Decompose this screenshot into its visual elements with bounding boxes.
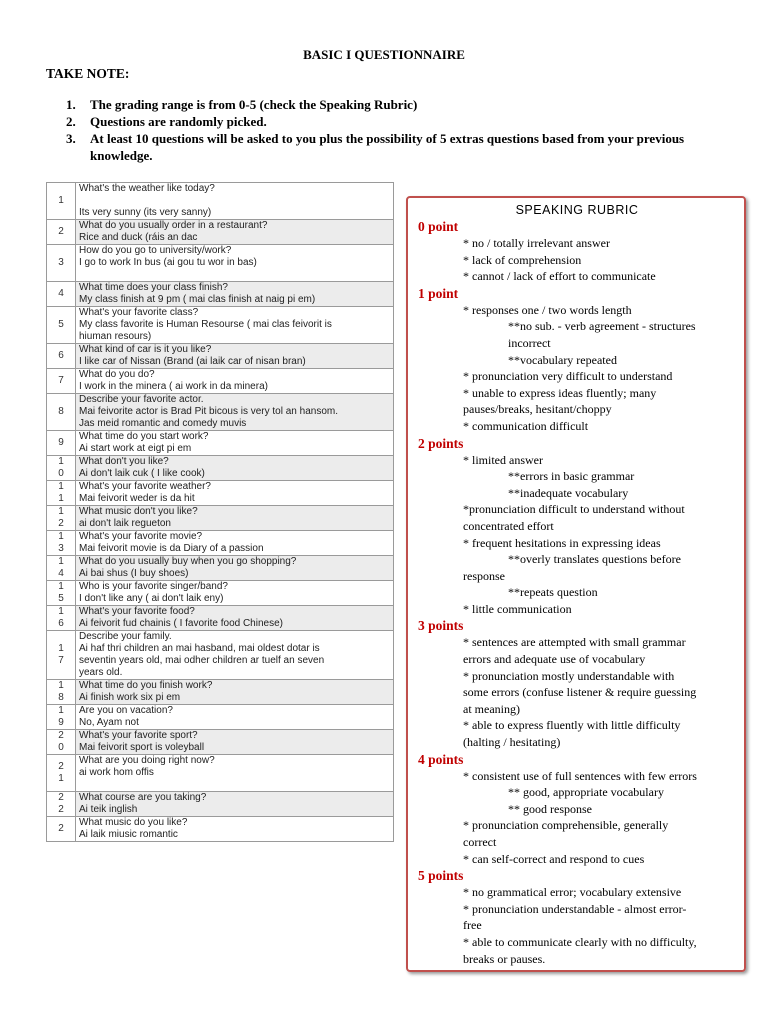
answer-text: Ai laik miusic romantic (79, 829, 178, 840)
question-number (47, 307, 76, 344)
question-number (47, 792, 76, 817)
rubric-criterion: * communication difficult (463, 418, 589, 433)
question-cell (76, 531, 394, 556)
question-cell (76, 245, 394, 282)
rubric-criterion: concentrated effort (463, 518, 554, 533)
question-number-part: 1 (58, 481, 64, 492)
rubric-criterion: * pronunciation comprehensible, generally (463, 818, 669, 833)
question-text: What's your favorite food? (79, 606, 195, 617)
question-number-part: 1 (58, 506, 64, 517)
rubric-criterion: **overly translates questions before (508, 552, 681, 567)
question-number-part: 2 (58, 518, 64, 529)
answer-text: Mai feivorit weder is da hit (79, 493, 195, 504)
table-row (47, 245, 394, 282)
answer-text: years old. (79, 667, 123, 678)
rubric-title: SPEAKING RUBRIC (515, 203, 639, 217)
note-number: 3. (66, 131, 76, 146)
rubric-criterion: * limited answer (463, 452, 543, 467)
answer-text: My class finish at 9 pm ( mai clas finish at naig pi em) (79, 294, 316, 305)
rubric-criterion: * pronunciation understandable - almost error- (463, 901, 687, 916)
answer-text: Ai finish work six pi em (79, 692, 181, 703)
question-number-part: 9 (58, 437, 64, 448)
question-cell (76, 705, 394, 730)
question-number (47, 394, 76, 431)
question-text: Are you on vacation? (79, 705, 173, 716)
answer-text: Mai feivorit movie is da Diary of a passion (79, 543, 264, 554)
question-number (47, 369, 76, 394)
rubric-criterion: * able to express fluently with little difficulty (463, 718, 681, 733)
question-text: Describe your favorite actor. (79, 394, 204, 405)
question-number (47, 680, 76, 705)
question-text: What music do you like? (79, 817, 188, 828)
question-number (47, 220, 76, 245)
table-row (47, 481, 394, 506)
answer-text: Ai haf thri children an mai hasband, mai oldest dotar is (79, 643, 320, 654)
note-item (66, 130, 706, 164)
table-row (47, 631, 394, 680)
question-cell (76, 369, 394, 394)
table-row (47, 755, 394, 792)
rubric-criterion: free (463, 918, 482, 933)
question-number-part: 1 (58, 705, 64, 716)
rubric-criterion: * frequent hesitations in expressing ideas (463, 535, 661, 550)
question-text: What do you do? (79, 369, 155, 380)
question-number-part: 4 (58, 568, 64, 579)
question-number-part: 1 (58, 556, 64, 567)
question-cell (76, 730, 394, 755)
table-row (47, 506, 394, 531)
rubric-criterion: **inadequate vocabulary (508, 485, 629, 500)
speaking-rubric-box (406, 196, 746, 972)
rubric-criterion: * cannot / lack of effort to communicate (463, 269, 656, 284)
answer-text: I work in the minera ( ai work in da minera) (79, 381, 268, 392)
rubric-criterion: * unable to express ideas fluently; many (463, 385, 657, 400)
question-number (47, 730, 76, 755)
rubric-level-heading: 5 points (418, 868, 464, 884)
note-item (66, 113, 706, 130)
answer-text: Ai bai shus (I buy shoes) (79, 568, 189, 579)
table-row (47, 369, 394, 394)
answer-text: Mai feivorite actor is Brad Pit bicous is very tol an hansom. (79, 406, 338, 417)
rubric-criterion: * responses one / two words length (463, 302, 632, 317)
note-text: Questions are randomly picked. (90, 114, 267, 129)
question-text: What do you usually buy when you go shopping? (79, 556, 297, 567)
question-number-part: 1 (58, 680, 64, 691)
question-number-part: 2 (58, 823, 64, 834)
question-cell (76, 431, 394, 456)
table-row (47, 581, 394, 606)
answer-text: I like car of Nissan (Brand (ai laik car of nisan bran) (79, 356, 306, 367)
answer-text: Ai teik inglish (79, 804, 138, 815)
question-number-part: 8 (58, 692, 64, 703)
answer-text: Its very sunny (its very sanny) (79, 207, 212, 218)
notes-list (66, 96, 706, 164)
questions-table (46, 182, 394, 842)
question-number-part: 2 (58, 761, 64, 772)
answer-text: Ai don't laik cuk ( I like cook) (79, 468, 205, 479)
rubric-criterion: * sentences are attempted with small grammar (463, 635, 686, 650)
question-number-part: 6 (58, 618, 64, 629)
question-text: Describe your family. (79, 631, 172, 642)
question-number (47, 531, 76, 556)
question-text: How do you go to university/work? (79, 245, 232, 256)
question-number-part: 1 (58, 456, 64, 467)
question-text: What's the weather like today? (79, 183, 215, 194)
answer-text: ai don't laik regueton (79, 518, 171, 529)
question-number-part: 1 (58, 643, 64, 654)
question-number-part: 2 (58, 804, 64, 815)
questions-table-body (47, 183, 394, 842)
question-cell (76, 344, 394, 369)
rubric-criterion: * pronunciation mostly understandable with (463, 668, 675, 683)
question-number (47, 581, 76, 606)
rubric-criterion: some errors (confuse listener & require guessing (463, 685, 697, 700)
question-text: What are you doing right now? (79, 755, 215, 766)
note-text: The grading range is from 0-5 (check the Speaking Rubric) (90, 97, 418, 112)
answer-text: Mai feivorit sport is voleyball (79, 742, 205, 753)
question-number (47, 506, 76, 531)
question-text: What's your favorite sport? (79, 730, 198, 741)
question-text: What kind of car is it you like? (79, 344, 212, 355)
rubric-criterion: (halting / hesitating) (463, 735, 561, 750)
question-number-part: 3 (58, 257, 64, 268)
question-number-part: 1 (58, 606, 64, 617)
question-cell (76, 606, 394, 631)
table-row (47, 431, 394, 456)
question-number (47, 245, 76, 282)
rubric-criterion: * no / totally irrelevant answer (463, 236, 610, 250)
question-number (47, 556, 76, 581)
question-text: What don't you like? (79, 456, 169, 467)
question-cell (76, 282, 394, 307)
question-cell (76, 220, 394, 245)
table-row (47, 183, 394, 220)
table-row (47, 220, 394, 245)
question-number-part: 5 (58, 319, 64, 330)
rubric-criterion: *pronunciation difficult to understand without (463, 502, 685, 517)
table-row (47, 680, 394, 705)
question-number (47, 431, 76, 456)
question-cell (76, 307, 394, 344)
table-row (47, 730, 394, 755)
table-row (47, 307, 394, 344)
take-note-heading: TAKE NOTE: (46, 66, 130, 81)
answer-text (79, 269, 390, 281)
question-text: What time do you finish work? (79, 680, 213, 691)
question-cell (76, 631, 394, 680)
rubric-criterion: * no grammatical error; vocabulary extensive (463, 885, 682, 900)
rubric-levels (418, 218, 736, 967)
question-number-part: 1 (58, 773, 64, 784)
table-row (47, 282, 394, 307)
table-row (47, 531, 394, 556)
rubric-level-heading: 4 points (418, 751, 464, 767)
rubric-criterion: **vocabulary repeated (508, 352, 617, 367)
question-cell (76, 394, 394, 431)
note-number: 1. (66, 97, 76, 112)
question-text: What's your favorite weather? (79, 481, 211, 492)
question-cell (76, 556, 394, 581)
question-number (47, 481, 76, 506)
question-number-part: 1 (58, 581, 64, 592)
question-number-part: 7 (58, 375, 64, 386)
rubric-criterion: correct (463, 835, 497, 849)
answer-text (79, 779, 390, 791)
rubric-criterion: incorrect (508, 335, 551, 350)
question-cell (76, 817, 394, 842)
question-number-part: 7 (58, 655, 64, 666)
question-number (47, 755, 76, 792)
question-text: What do you usually order in a restaurant? (79, 220, 268, 231)
rubric-criterion: breaks or pauses. (463, 951, 546, 966)
question-number-part: 1 (58, 195, 64, 206)
rubric-level-heading: 3 points (418, 618, 464, 634)
question-number (47, 631, 76, 680)
rubric-criterion: **errors in basic grammar (508, 469, 635, 484)
answer-text: Rice and duck (ráis an dac (79, 232, 198, 243)
question-number-part: 2 (58, 730, 64, 741)
rubric-criterion: * lack of comprehension (463, 252, 582, 267)
question-text: What course are you taking? (79, 792, 207, 803)
answer-text (79, 195, 390, 207)
question-cell (76, 581, 394, 606)
question-cell (76, 680, 394, 705)
question-number (47, 817, 76, 842)
table-row (47, 456, 394, 481)
question-number-part: 2 (58, 792, 64, 803)
question-text: What time do you start work? (79, 431, 209, 442)
rubric-criterion: **no sub. - verb agreement - structures (508, 319, 696, 334)
question-cell (76, 481, 394, 506)
answer-text: seventin years old, mai odher children ar tuelf an seven (79, 655, 325, 666)
question-number (47, 606, 76, 631)
question-cell (76, 792, 394, 817)
rubric-criterion: **repeats question (508, 585, 598, 600)
question-number-part: 8 (58, 406, 64, 417)
question-text: What's your favorite class? (79, 307, 199, 318)
question-cell (76, 506, 394, 531)
rubric-criterion: * pronunciation very difficult to understand (463, 369, 673, 384)
note-item (66, 96, 706, 113)
question-number (47, 344, 76, 369)
rubric-level-heading: 2 points (418, 435, 464, 451)
answer-text: I don't like any ( ai don't laik eny) (79, 593, 224, 604)
rubric-criterion: * able to communicate clearly with no difficulty, (463, 934, 697, 949)
table-row (47, 792, 394, 817)
question-number-part: 6 (58, 350, 64, 361)
rubric-criterion: * can self-correct and respond to cues (463, 851, 645, 866)
table-row (47, 556, 394, 581)
answer-text: No, Ayam not (79, 717, 139, 728)
answer-text: Jas meid romantic and comedy muvis (79, 418, 247, 429)
question-cell (76, 755, 394, 792)
question-cell (76, 183, 394, 220)
rubric-criterion: * little communication (463, 601, 572, 616)
rubric-criterion: response (463, 568, 505, 583)
question-number-part: 5 (58, 593, 64, 604)
question-number-part: 1 (58, 493, 64, 504)
question-text: What time does your class finish? (79, 282, 228, 293)
answer-text: My class favorite is Human Resourse ( mai clas feivorit is (79, 319, 332, 330)
table-row (47, 606, 394, 631)
page-title: BASIC I QUESTIONNAIRE (303, 47, 465, 62)
rubric-level-heading: 1 point (418, 285, 459, 301)
table-row (47, 394, 394, 431)
rubric-criterion: ** good response (508, 801, 592, 816)
question-number (47, 705, 76, 730)
rubric-criterion: at meaning) (463, 701, 520, 716)
question-number-part: 1 (58, 531, 64, 542)
question-cell (76, 456, 394, 481)
answer-text: Ai start work at eigt pi em (79, 443, 192, 454)
table-row (47, 344, 394, 369)
question-number-part: 3 (58, 543, 64, 554)
question-number-part: 0 (58, 468, 64, 479)
answer-text: hiuman resours) (79, 331, 152, 342)
table-row (47, 817, 394, 842)
question-text: What music don't you like? (79, 506, 198, 517)
question-number (47, 282, 76, 307)
question-text: What's your favorite movie? (79, 531, 203, 542)
question-number-part: 9 (58, 717, 64, 728)
note-text: At least 10 questions will be asked to you plus the possibility of 5 extras questions based from your previous knowledge. (90, 131, 685, 163)
rubric-criterion: ** good, appropriate vocabulary (508, 785, 664, 800)
question-number-part: 0 (58, 742, 64, 753)
answer-text: Ai feivorit fud chainis ( I favorite food Chinese) (79, 618, 283, 629)
question-number (47, 456, 76, 481)
question-text: Who is your favorite singer/band? (79, 581, 228, 592)
answer-text: ai work hom offis (79, 767, 154, 778)
rubric-level-heading: 0 point (418, 219, 459, 234)
rubric-criterion: pauses/breaks, hesitant/choppy (463, 402, 612, 417)
question-number (47, 183, 76, 220)
question-number-part: 4 (58, 288, 64, 299)
question-number-part: 2 (58, 226, 64, 237)
note-number: 2. (66, 114, 76, 129)
rubric-criterion: * consistent use of full sentences with few errors (463, 768, 697, 783)
table-row (47, 705, 394, 730)
answer-text: I go to work In bus (ai gou tu wor in bas) (79, 257, 257, 268)
rubric-criterion: errors and adequate use of vocabulary (463, 652, 646, 667)
